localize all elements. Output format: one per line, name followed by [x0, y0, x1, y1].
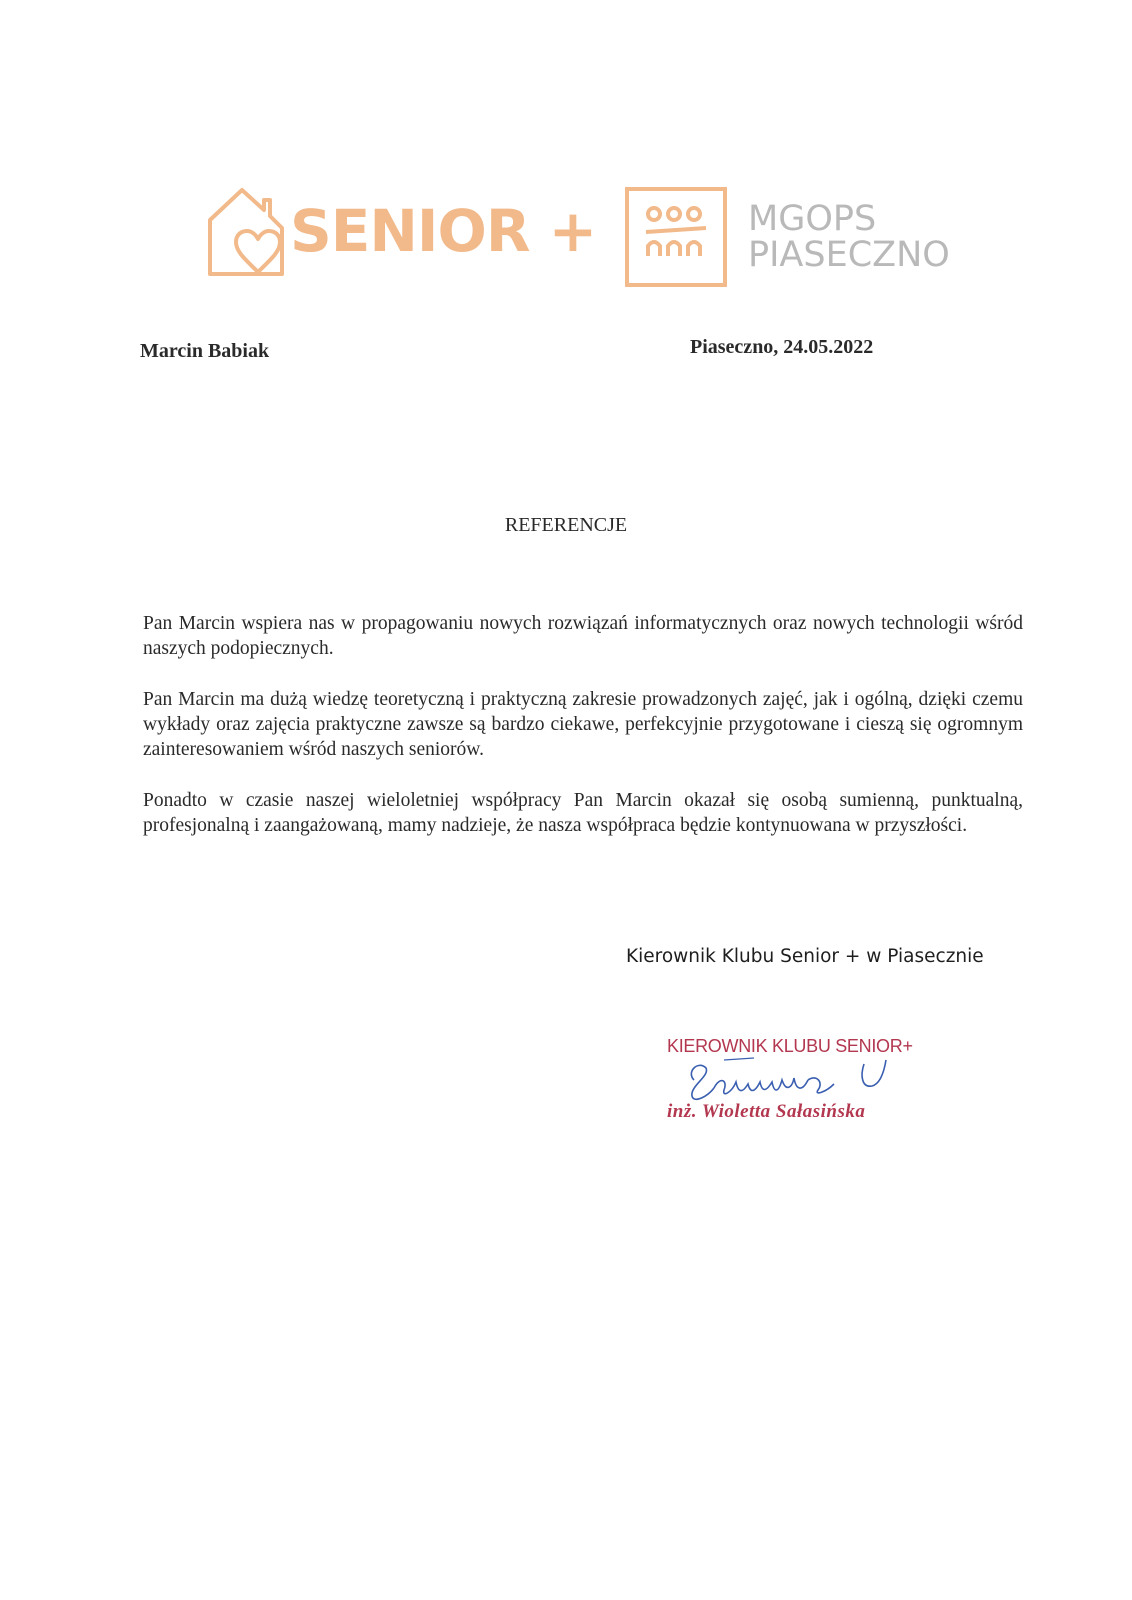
mgops-emblem-icon: [624, 186, 728, 290]
senior-logo-text: SENIOR +: [290, 197, 597, 265]
document-title: REFERENCJE: [504, 514, 628, 536]
body-paragraph-3: Ponadto w czasie naszej wieloletniej współpracy Pan Marcin okazał się osobą sumienną, punktualną, profesjonalną i zaangażowaną, mamy nadzieje, że nasza współpraca będzie kontynuowana w przyszłości.: [143, 790, 1023, 836]
body-paragraph-1: Pan Marcin wspiera nas w propagowaniu nowych rozwiązań informatycznych oraz nowych technologii wśród naszych podopiecznych.: [143, 613, 1023, 659]
house-heart-icon: [206, 186, 286, 282]
sender-name: Marcin Babiak: [140, 340, 270, 362]
stamp-title: KIEROWNIK KLUBU SENIOR+: [667, 1036, 913, 1056]
mgops-logo-line1: MGOPS: [748, 199, 877, 239]
signer-title: Kierownik Klubu Senior + w Piasecznie: [626, 946, 984, 967]
place-date: Piaseczno, 24.05.2022: [690, 336, 874, 358]
senior-plus-logo: [206, 186, 597, 286]
stamp-name: inż. Wioletta Sałasińska: [667, 1101, 866, 1122]
mgops-logo-line2: PIASECZNO: [748, 235, 950, 275]
body-paragraph-2: Pan Marcin ma dużą wiedzę teoretyczną i praktyczną zakresie prowadzonych zajęć, jak i ogólną, dzięki czemu wykłady oraz zajęcia praktyczne zawsze są bardzo ciekawe, perfekcyjnie przygotowane i cieszą się ogromnym zainteresowaniem wśród naszych seniorów.: [143, 689, 1023, 760]
mgops-logo: [624, 186, 964, 290]
